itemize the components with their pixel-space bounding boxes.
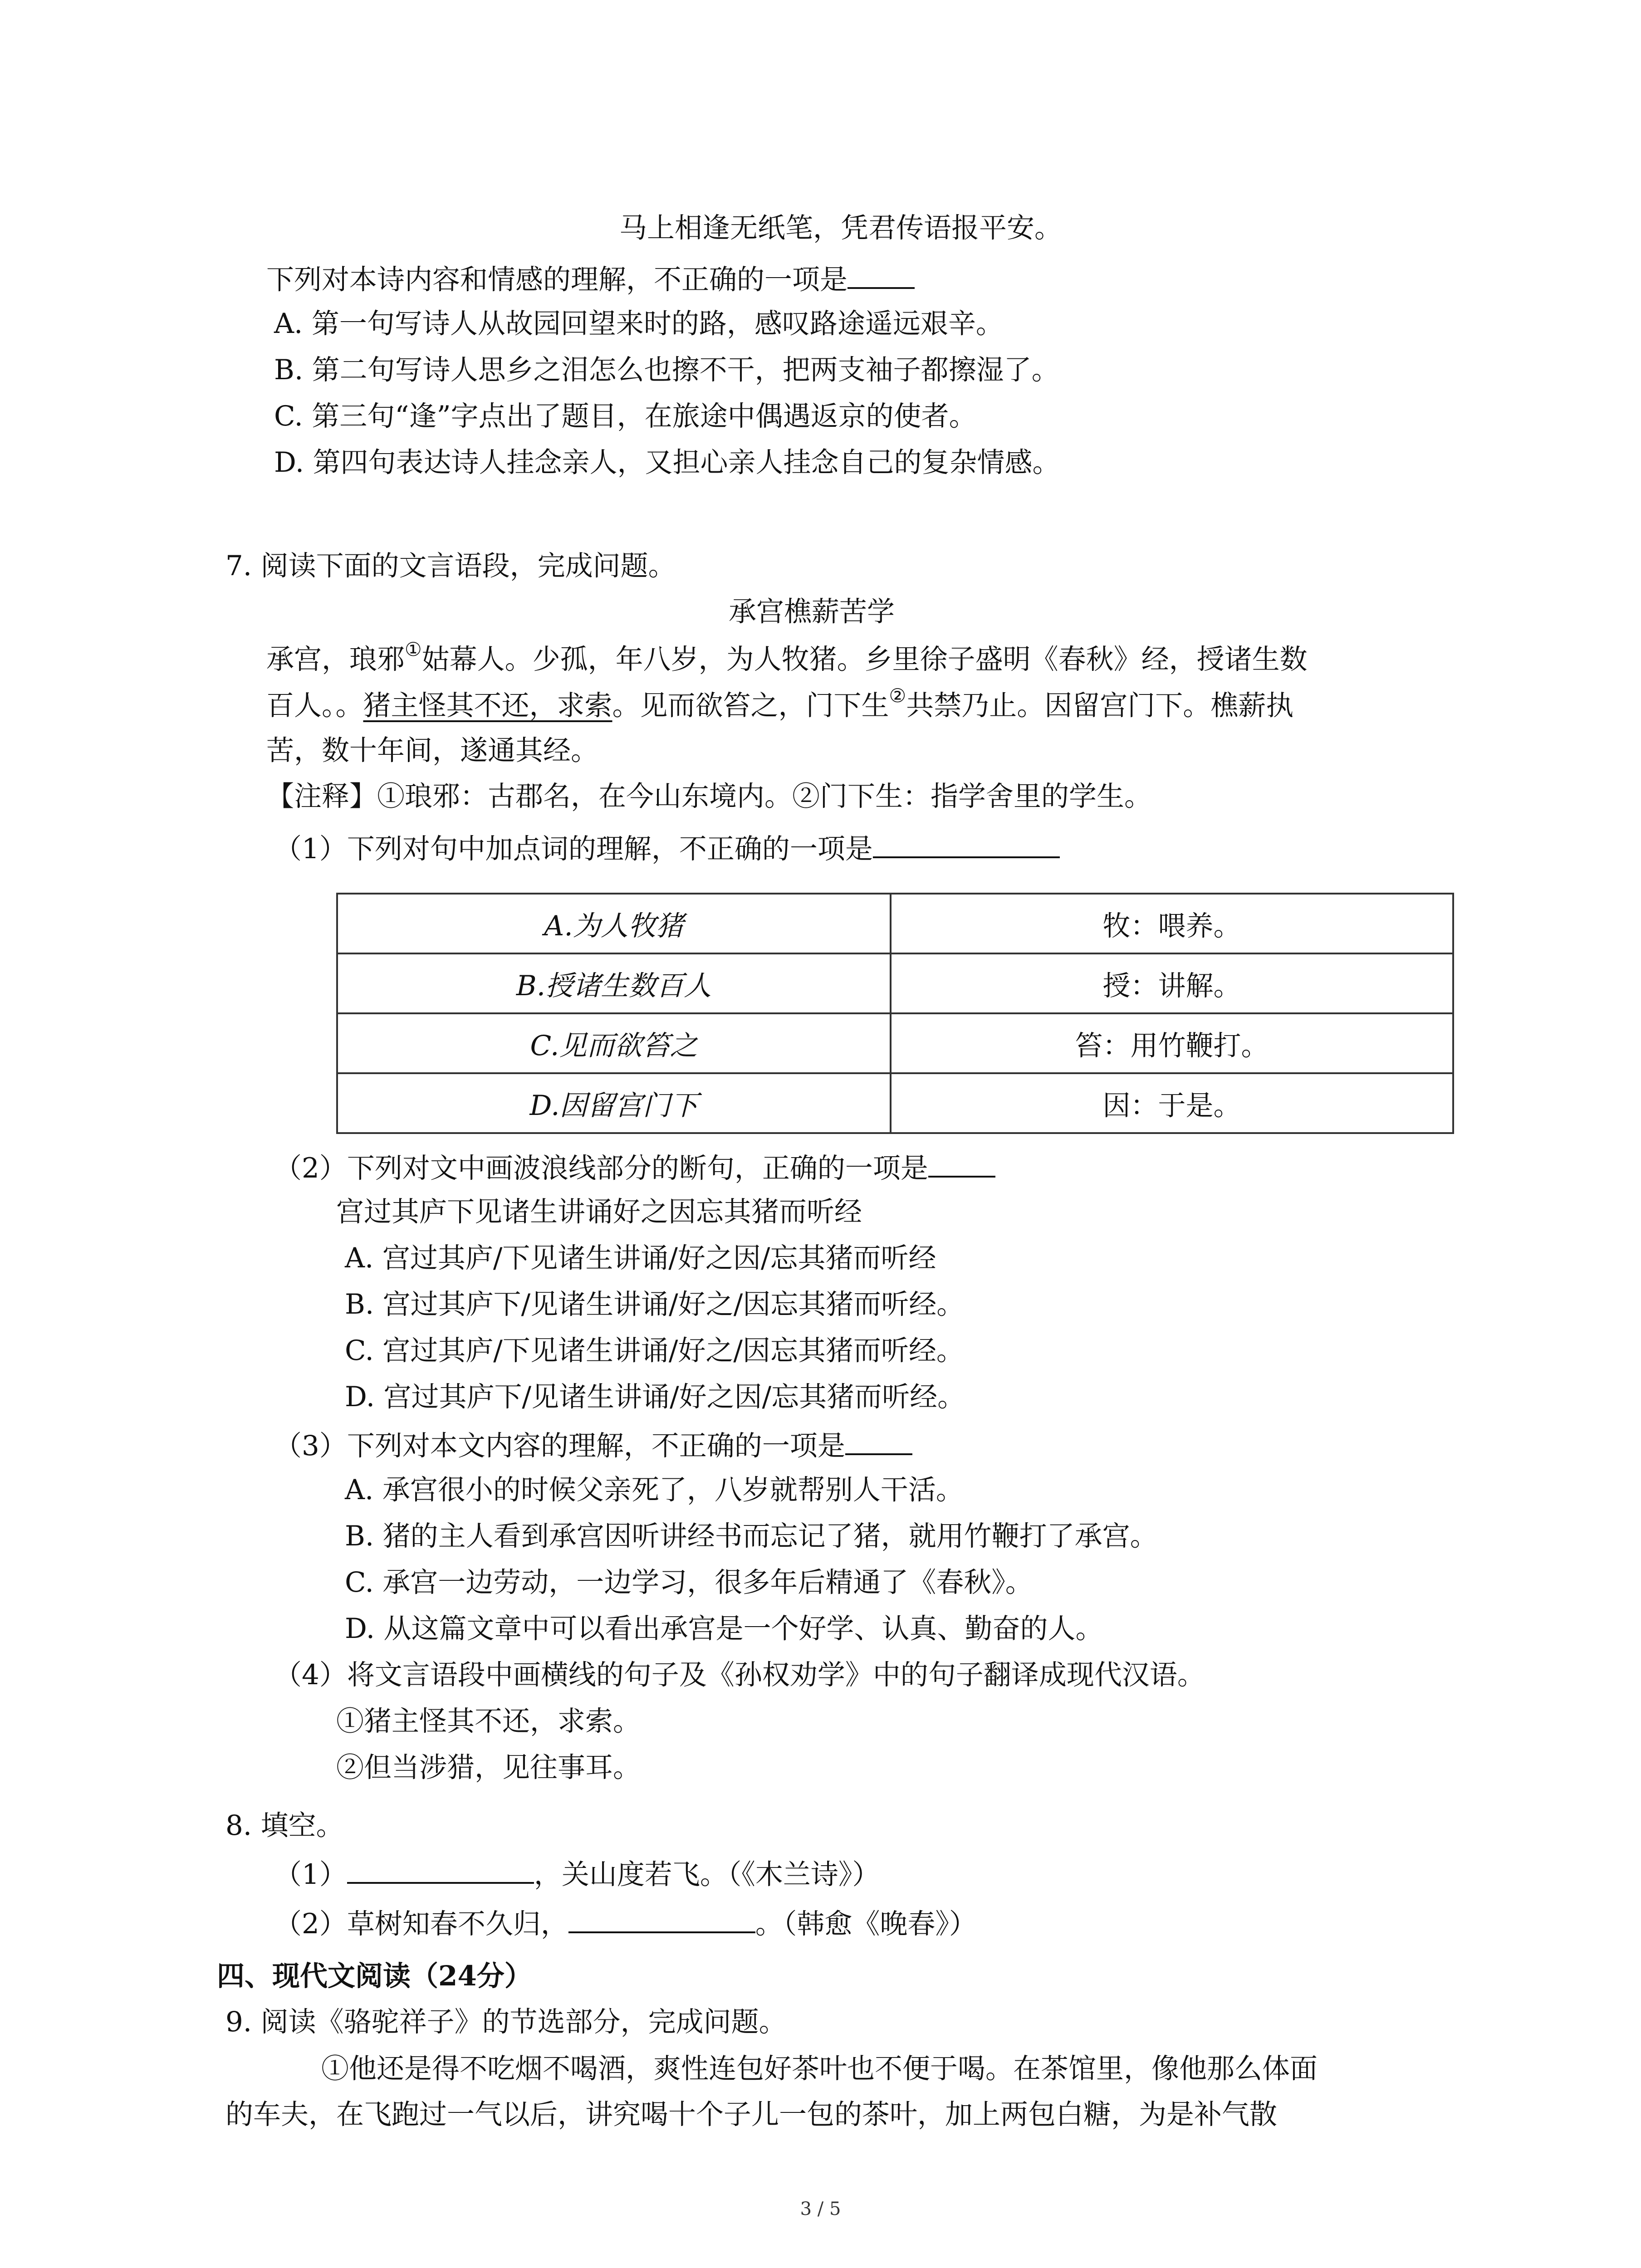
table-cell: A.为人牧猪 [337, 894, 891, 953]
q7-passage-line-1: 承宫，琅邪①姑幕人。少孤，年八岁，为人牧猪。乡里徐子盛明《春秋》经，授诸生数 [266, 638, 1308, 675]
q7-sub1-options-table [336, 893, 1454, 1134]
answer-blank[interactable] [873, 828, 1060, 858]
underlined-sentence: 猪主怪其不还，求索 [363, 689, 612, 722]
answer-blank[interactable] [847, 259, 915, 289]
table-cell: 牧：喂养。 [891, 894, 1453, 953]
q7-sub3-option-a: A. 承宫很小的时候父亲死了，八岁就帮别人干活。 [345, 1474, 964, 1506]
q7-annotation: 【注释】①琅邪：古郡名，在今山东境内。②门下生：指学舍里的学生。 [266, 780, 1152, 812]
fill-in-blank-2[interactable] [568, 1903, 755, 1933]
table-row [337, 894, 1453, 953]
q6-option-a: A. 第一句写诗人从故园回望来时的路，感叹路途遥远艰辛。 [274, 308, 1004, 340]
footnote-marker-1: ① [405, 638, 422, 660]
q9-intro: 9. 阅读《骆驼祥子》的节选部分，完成问题。 [225, 2006, 787, 2038]
table-row [337, 1073, 1453, 1133]
q7-sub2-option-d: D. 宫过其庐下/见诸生讲诵/好之因/忘其猪而听经。 [345, 1381, 965, 1413]
q7-sub4-stem: （4）将文言语段中画横线的句子及《孙权劝学》中的句子翻译成现代汉语。 [274, 1659, 1205, 1691]
q6-option-b: B. 第二句写诗人思乡之泪怎么也擦不干，把两支袖子都擦湿了。 [274, 354, 1059, 386]
q6-stem: 下列对本诗内容和情感的理解，不正确的一项是 [266, 259, 915, 298]
q7-sub2-option-a: A. 宫过其庐/下见诸生讲诵/好之因/忘其猪而听经 [345, 1242, 936, 1274]
q7-sub4-item-1: ①猪主怪其不还，求索。 [336, 1705, 641, 1737]
q7-sub3-option-c: C. 承宫一边劳动，一边学习，很多年后精通了《春秋》。 [345, 1566, 1033, 1598]
q7-sub3-stem: （3）下列对本文内容的理解，不正确的一项是 [274, 1425, 912, 1464]
table-cell: D.因留宫门下 [337, 1073, 891, 1133]
q7-passage-line-2: 百人。。猪主怪其不还，求索。见而欲笞之，门下生②共禁乃止。因留宫门下。樵薪执 [266, 684, 1294, 722]
q7-sub1-stem: （1）下列对句中加点词的理解，不正确的一项是 [274, 828, 1060, 867]
q7-sub3-option-b: B. 猪的主人看到承宫因听讲经书而忘记了猪，就用竹鞭打了承宫。 [345, 1520, 1158, 1552]
q7-intro: 7. 阅读下面的文言语段，完成问题。 [225, 550, 676, 582]
answer-blank[interactable] [845, 1425, 912, 1455]
table-cell: 因：于是。 [891, 1073, 1453, 1133]
q9-passage-line-2: 的车夫，在飞跑过一气以后，讲究喝十个子儿一包的茶叶，加上两包白糖，为是补气散 [225, 2098, 1278, 2131]
q7-sub2-sentence: 宫过其庐下见诸生讲诵好之因忘其猪而听经 [336, 1196, 862, 1228]
q8-intro: 8. 填空。 [225, 1809, 344, 1842]
table-row [337, 953, 1453, 1013]
q7-passage-line-3: 苦，数十年间，遂通其经。 [266, 734, 599, 767]
q7-sub3-option-d: D. 从这篇文章中可以看出承宫是一个好学、认真、勤奋的人。 [345, 1613, 1103, 1645]
table-cell: B.授诸生数百人 [337, 953, 891, 1013]
q6-option-d: D. 第四句表达诗人挂念亲人，又担心亲人挂念自己的复杂情感。 [274, 446, 1060, 479]
section-4-heading: 四、现代文阅读（24分） [217, 1960, 532, 1992]
footnote-marker-2: ② [889, 684, 906, 707]
table-row [337, 1013, 1453, 1073]
poem-last-line: 马上相逢无纸笔，凭君传语报平安。 [619, 212, 1063, 244]
q7-sub4-item-2: ②但当涉猎，见往事耳。 [336, 1751, 641, 1784]
q7-sub2-stem: （2）下列对文中画波浪线部分的断句，正确的一项是 [274, 1148, 995, 1187]
q7-sub2-option-b: B. 宫过其庐下/见诸生讲诵/好之/因忘其猪而听经。 [345, 1288, 965, 1320]
table-cell: 笞：用竹鞭打。 [891, 1013, 1453, 1073]
q9-passage-line-1: ①他还是得不吃烟不喝酒，爽性连包好茶叶也不便于喝。在茶馆里，像他那么体面 [321, 2053, 1318, 2085]
table-cell: 授：讲解。 [891, 953, 1453, 1013]
table-cell: C.见而欲笞之 [337, 1013, 891, 1073]
answer-blank[interactable] [928, 1148, 995, 1178]
q7-sub2-option-c: C. 宫过其庐/下见诸生讲诵/好之/因忘其猪而听经。 [345, 1334, 964, 1367]
fill-in-blank-1[interactable] [347, 1854, 534, 1884]
q8-line-1: （1） ，关山度若飞。（《木兰诗》） [274, 1854, 880, 1893]
q7-passage-title: 承宫樵薪苦学 [729, 596, 895, 628]
q6-option-c: C. 第三句“逢”字点出了题目，在旅途中偶遇返京的使者。 [274, 400, 977, 432]
page-number: 3 / 5 [800, 2199, 841, 2219]
q8-line-2: （2）草树知春不久归， 。（韩愈《晚春》） [274, 1903, 977, 1942]
